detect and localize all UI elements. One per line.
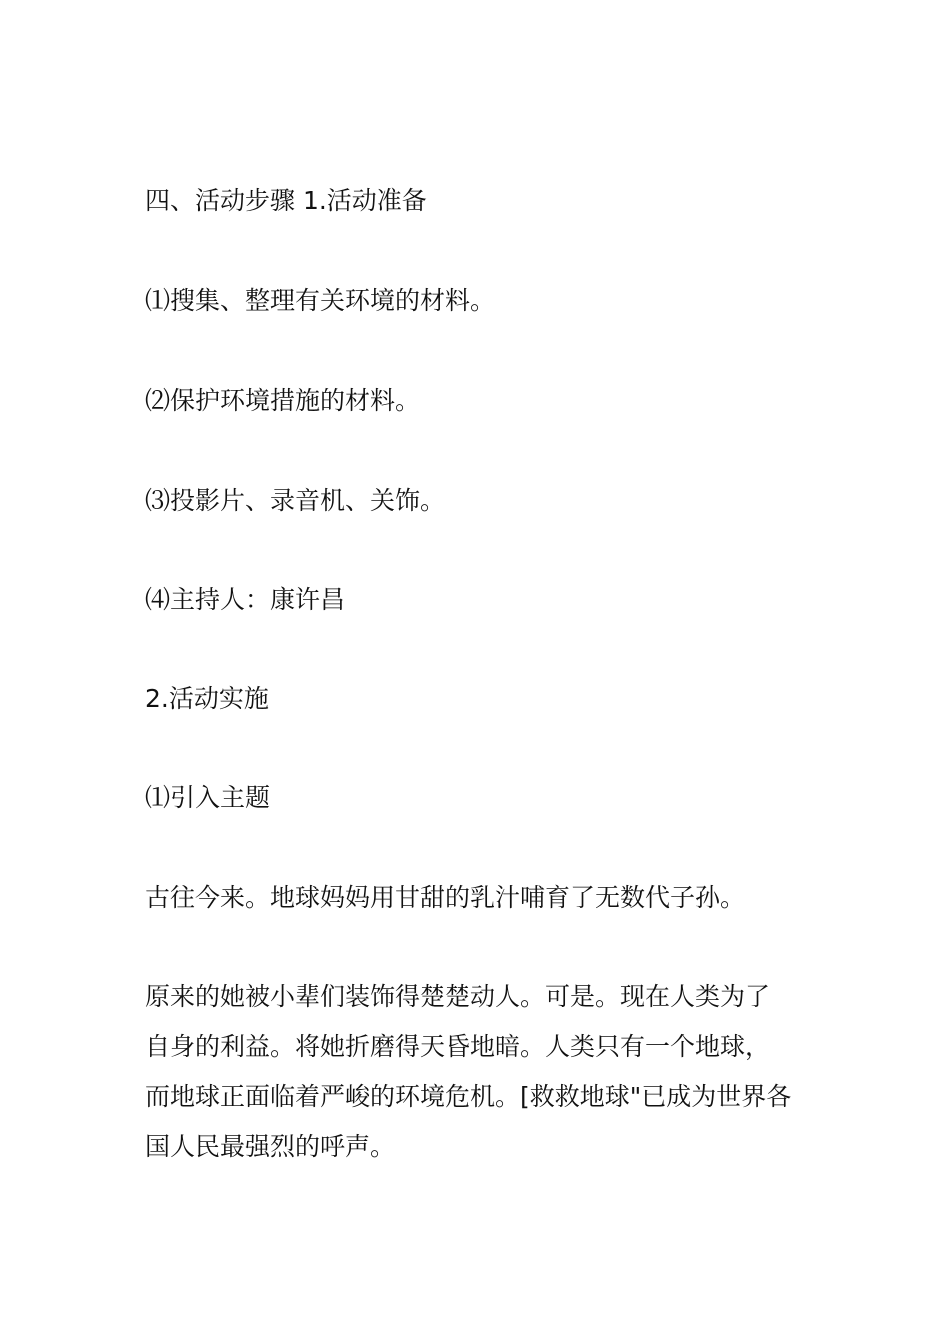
list-item: ⑶投影片、录音机、关饰。 (145, 486, 446, 515)
paragraph-line: 自身的利益。将她折磨得天昏地暗。人类只有一个地球， (145, 1032, 771, 1061)
section-heading: 四、活动步骤 1.活动准备 (145, 186, 427, 215)
subsection-heading: 2.活动实施 (145, 684, 269, 713)
list-item: ⑴引入主题 (145, 783, 271, 812)
paragraph-line: 国人民最强烈的呼声。 (145, 1132, 396, 1161)
list-item: ⑵保护环境措施的材料。 (145, 386, 421, 415)
paragraph-line: 原来的她被小辈们装饰得楚楚动人。可是。现在人类为了 (145, 982, 771, 1011)
list-item: ⑴搜集、整理有关环境的材料。 (145, 286, 496, 315)
body-text-line: 古往今来。地球妈妈用甘甜的乳汁哺育了无数代子孙。 (145, 883, 746, 912)
paragraph-line: 而地球正面临着严峻的环境危机。[救救地球"已成为世界各 (145, 1082, 792, 1111)
list-item: ⑷主持人：康许昌 (145, 585, 346, 614)
body-paragraph (145, 972, 813, 1172)
